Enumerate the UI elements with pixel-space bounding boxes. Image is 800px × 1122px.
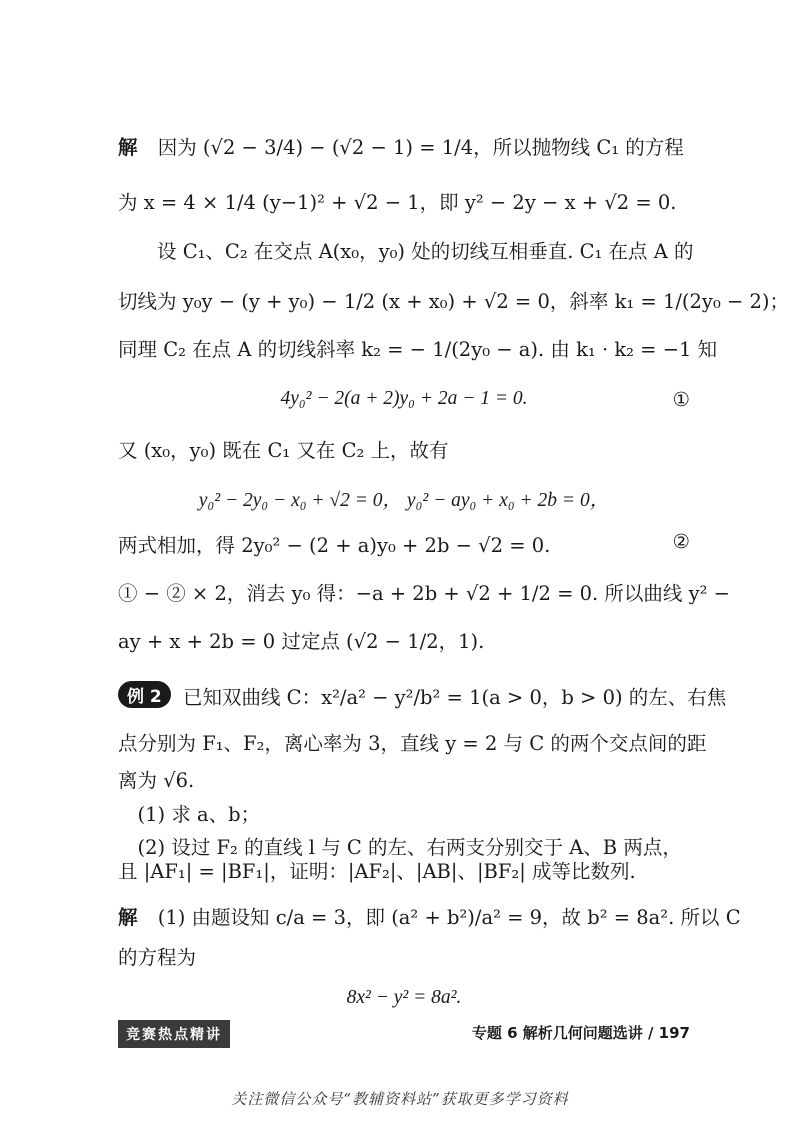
footer-series-label: 竞赛热点精讲 <box>118 1020 230 1048</box>
equation-1 <box>118 388 690 410</box>
solution1-line9 <box>118 530 690 558</box>
equation-2-tag: ② <box>672 530 690 553</box>
watermark-text: 关注微信公众号“教辅资料站”获取更多学习资料 <box>231 1090 569 1108</box>
equation-hyperbola: 8x² − y² = 8a². <box>346 987 462 1008</box>
equation-1-text: 4y₀² − 2(a + 2)y₀ + 2a − 1 = 0. <box>280 388 528 409</box>
solution1-line5: 同理 C₂ 在点 A 的切线斜率 k₂ = − 1/(2y₀ − a). 由 k₁ · k₂ = −1 知 <box>118 338 718 361</box>
solution1-line11: ay + x + 2b = 0 过定点 (√2 − 1/2，1). <box>118 630 485 653</box>
example2-text1: 已知双曲线 C：x²/a² − y²/b² = 1(a > 0，b > 0) 的左、右焦 <box>182 686 727 709</box>
solution2-line1 <box>118 902 741 930</box>
example2-line3: 离为 √6. <box>118 769 195 792</box>
example-label: 例 2 <box>118 681 171 708</box>
solution2-line2: 的方程为 <box>118 946 197 969</box>
solution1-line10: ① − ② × 2，消去 y₀ 得：−a + 2b + √2 + 1/2 = 0. 所以曲线 y² − <box>118 582 730 605</box>
solution-label: 解 <box>118 136 138 159</box>
equation-1-tag: ① <box>672 390 690 411</box>
solution1-text9: 两式相加，得 2y₀² − (2 + a)y₀ + 2b − √2 = 0. <box>118 534 551 557</box>
solution1-line7: 又 (x₀，y₀) 既在 C₁ 又在 C₂ 上，故有 <box>118 439 449 462</box>
solution1-line3: 设 C₁、C₂ 在交点 A(x₀，y₀) 处的切线互相垂直. C₁ 在点 A 的 <box>157 240 694 263</box>
footer-page-info: 专题 6 解析几何问题选讲 / 197 <box>471 1024 690 1042</box>
solution1-line4: 切线为 y₀y − (y + y₀) − 1/2 (x + x₀) + √2 = 0，斜率 k₁ = 1/(2y₀ − 2)； <box>118 290 790 313</box>
equation-pair: y₀² − 2y₀ − x₀ + √2 = 0， y₀² − ay₀ + x₀ + 2b = 0， <box>198 490 610 511</box>
solution2-text1: (1) 由题设知 c/a = 3，即 (a² + b²)/a² = 9，故 b² = 8a². 所以 C <box>157 906 741 929</box>
solution2-label: 解 <box>118 906 138 929</box>
example2-question2a: (2) 设过 F₂ 的直线 l 与 C 的左、右两支分别交于 A、B 两点， <box>137 836 682 859</box>
solution1-text1: 因为 (√2 − 3/4) − (√2 − 1) = 1/4，所以抛物线 C₁ 的方程 <box>157 136 684 159</box>
example2-line2: 点分别为 F₁、F₂，离心率为 3，直线 y = 2 与 C 的两个交点间的距 <box>118 732 707 755</box>
example2-line1 <box>118 681 727 710</box>
example2-question2b: 且 |AF₁| = |BF₁|，证明：|AF₂|、|AB|、|BF₂| 成等比数列. <box>118 860 636 883</box>
solution1-line1 <box>118 132 690 160</box>
solution1-line2: 为 x = 4 × 1/4 (y−1)² + √2 − 1，即 y² − 2y − x + √2 = 0. <box>118 191 677 214</box>
example2-question1: (1) 求 a、b； <box>137 803 261 826</box>
